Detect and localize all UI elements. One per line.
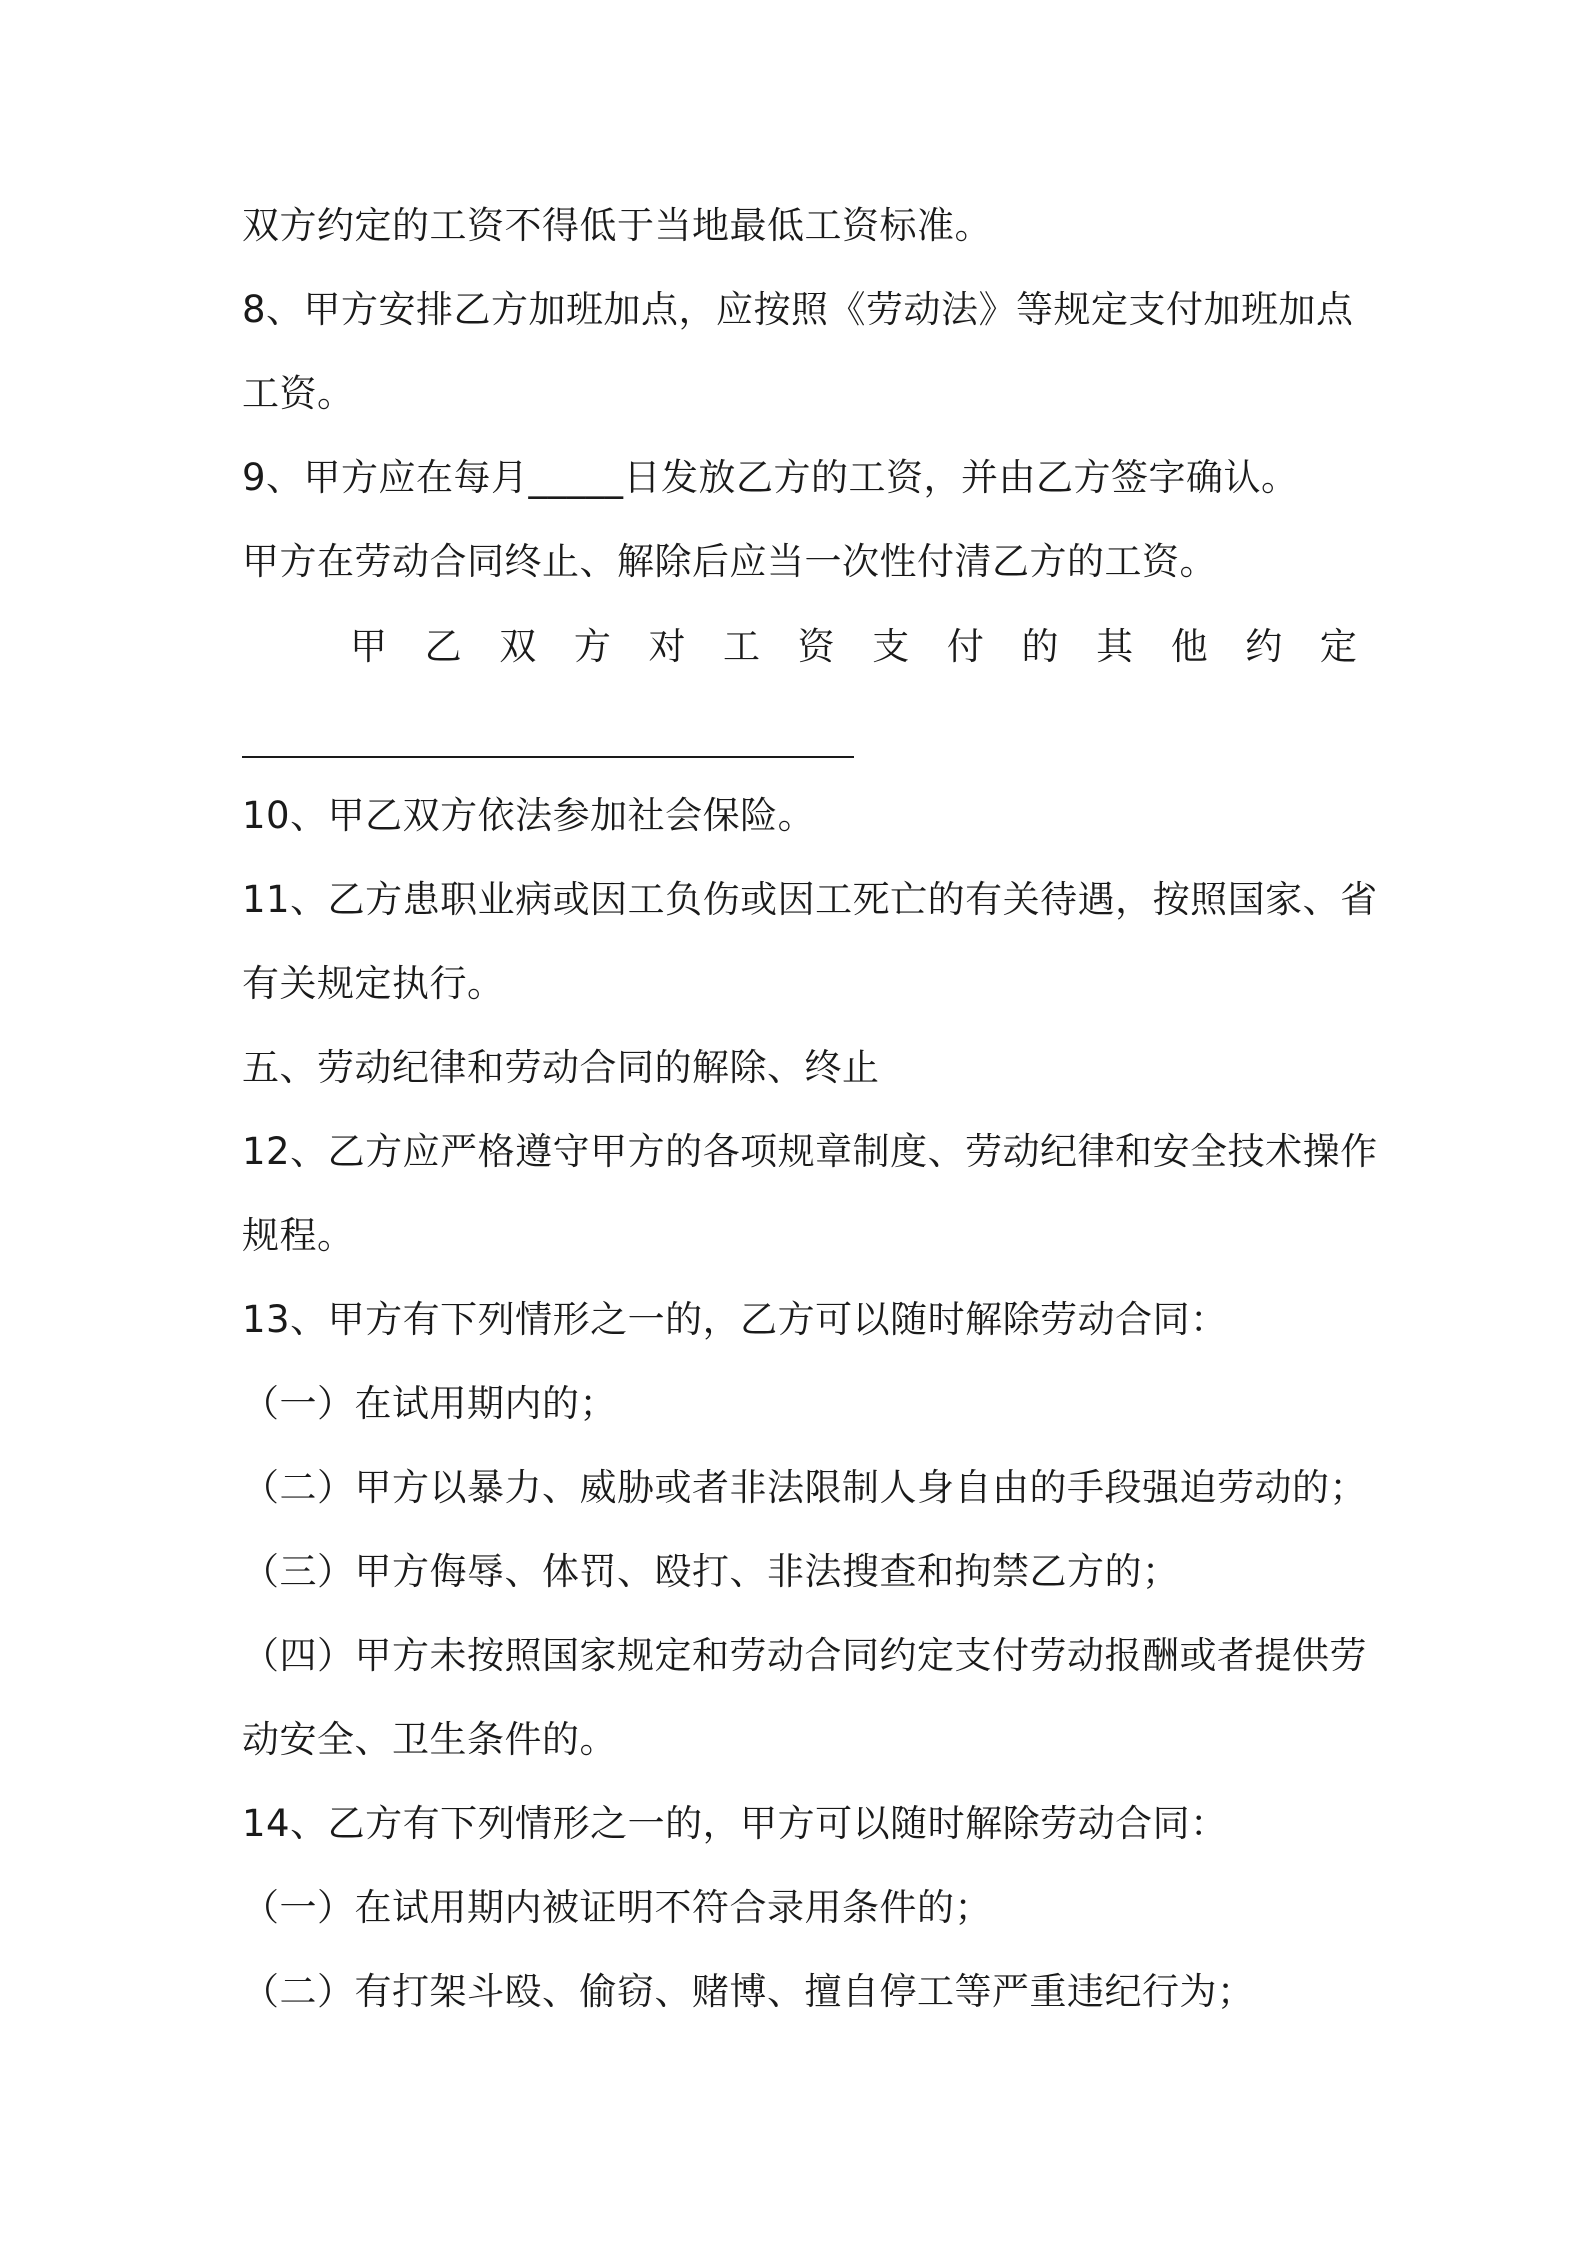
spaced-char: 其 — [1096, 625, 1134, 668]
spaced-char: 资 — [797, 625, 835, 668]
spaced-char: 方 — [573, 625, 611, 668]
list-item-14-1: （一）在试用期内被证明不符合录用条件的； — [242, 1886, 992, 1929]
text-line-clause-8: 8、甲方安排乙方加班加点，应按照《劳动法》等规定支付加班加点 — [242, 288, 1354, 331]
text-line-wage-standard: 双方约定的工资不得低于当地最低工资标准。 — [242, 204, 992, 247]
fill-in-blank-line — [242, 756, 854, 758]
spaced-char: 双 — [499, 625, 537, 668]
spaced-char: 支 — [872, 625, 910, 668]
spaced-char: 的 — [1021, 625, 1059, 668]
text-line-clause-14: 14、乙方有下列情形之一的，甲方可以随时解除劳动合同： — [242, 1802, 1228, 1845]
text-line-final-wage: 甲方在劳动合同终止、解除后应当一次性付清乙方的工资。 — [242, 540, 1217, 583]
text-line-clause-12-cont: 规程。 — [242, 1214, 355, 1257]
section-heading-discipline: 五、劳动纪律和劳动合同的解除、终止 — [242, 1046, 880, 1089]
spaced-char: 约 — [1245, 625, 1283, 668]
spaced-char: 工 — [723, 625, 761, 668]
list-item-13-1: （一）在试用期内的； — [242, 1382, 617, 1425]
spaced-char: 付 — [946, 625, 984, 668]
list-item-13-4-cont: 动安全、卫生条件的。 — [242, 1718, 617, 1761]
text-line-other-agreement — [350, 622, 1357, 672]
text-line-clause-11-cont: 有关规定执行。 — [242, 962, 505, 1005]
spaced-char: 他 — [1170, 625, 1208, 668]
text-line-clause-9: 9、甲方应在每月_____日发放乙方的工资，并由乙方签字确认。 — [242, 456, 1299, 499]
list-item-13-3: （三）甲方侮辱、体罚、殴打、非法搜查和拘禁乙方的； — [242, 1550, 1180, 1593]
text-line-clause-11: 11、乙方患职业病或因工负伤或因工死亡的有关待遇，按照国家、省 — [242, 878, 1378, 921]
list-item-14-2: （二）有打架斗殴、偷窃、赌博、擅自停工等严重违纪行为； — [242, 1970, 1255, 2013]
spaced-char: 对 — [648, 625, 686, 668]
text-line-clause-12: 12、乙方应严格遵守甲方的各项规章制度、劳动纪律和安全技术操作 — [242, 1130, 1378, 1173]
spaced-char: 乙 — [424, 625, 462, 668]
text-line-clause-8-cont: 工资。 — [242, 372, 355, 415]
list-item-13-2: （二）甲方以暴力、威胁或者非法限制人身自由的手段强迫劳动的； — [242, 1466, 1367, 1509]
text-line-clause-10: 10、甲乙双方依法参加社会保险。 — [242, 794, 816, 837]
text-line-clause-13: 13、甲方有下列情形之一的，乙方可以随时解除劳动合同： — [242, 1298, 1228, 1341]
spaced-char: 甲 — [350, 625, 387, 668]
list-item-13-4: （四）甲方未按照国家规定和劳动合同约定支付劳动报酬或者提供劳 — [242, 1634, 1367, 1677]
spaced-char: 定 — [1319, 625, 1357, 668]
